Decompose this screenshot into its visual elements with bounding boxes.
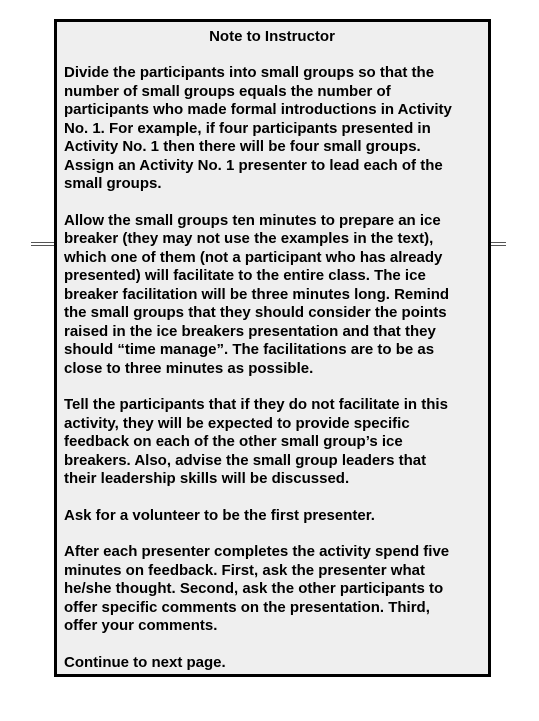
note-paragraph-ice-breaker: Allow the small groups ten minutes to prepare an ice breaker (they may not use the examples in the text), which one of them (not a participant who has already presented) will facilitate to the entire class. The ice breaker facilitation will be three minutes long. Remind the small groups that they should consider the points raised in the ice breakers presentation and that they should “time manage”. The facilitations are to be as close to three minutes as possible. <box>64 211 450 377</box>
note-paragraph-continue: Continue to next page. <box>64 653 226 671</box>
note-title: Note to Instructor <box>209 28 335 45</box>
right-margin-rule <box>490 242 506 246</box>
note-paragraph-groups: Divide the participants into small groups so that the number of small groups equals the number of participants who made formal introductions in Activity No. 1. For example, if four participants presented in Activity No. 1 then there will be four small groups. Assign an Activity No. 1 presenter to lead each of the small groups. <box>64 64 452 192</box>
note-paragraph-feedback-process: After each presenter completes the activity spend five minutes on feedback. First, ask the presenter what he/she thought. Second, ask the other participants to offer specific comments on the presentation. Third, offer your comments. <box>64 543 450 634</box>
note-paragraph-feedback-expectation: Tell the participants that if they do not facilitate in this activity, they will be expected to provide specific feedback on each of the other small group’s ice breakers. Also, advise the small group leaders that their leadership skills will be discussed. <box>64 396 448 487</box>
note-paragraph-volunteer: Ask for a volunteer to be the first presenter. <box>64 506 375 524</box>
left-margin-rule <box>31 242 55 246</box>
instructor-note-box <box>54 19 491 677</box>
